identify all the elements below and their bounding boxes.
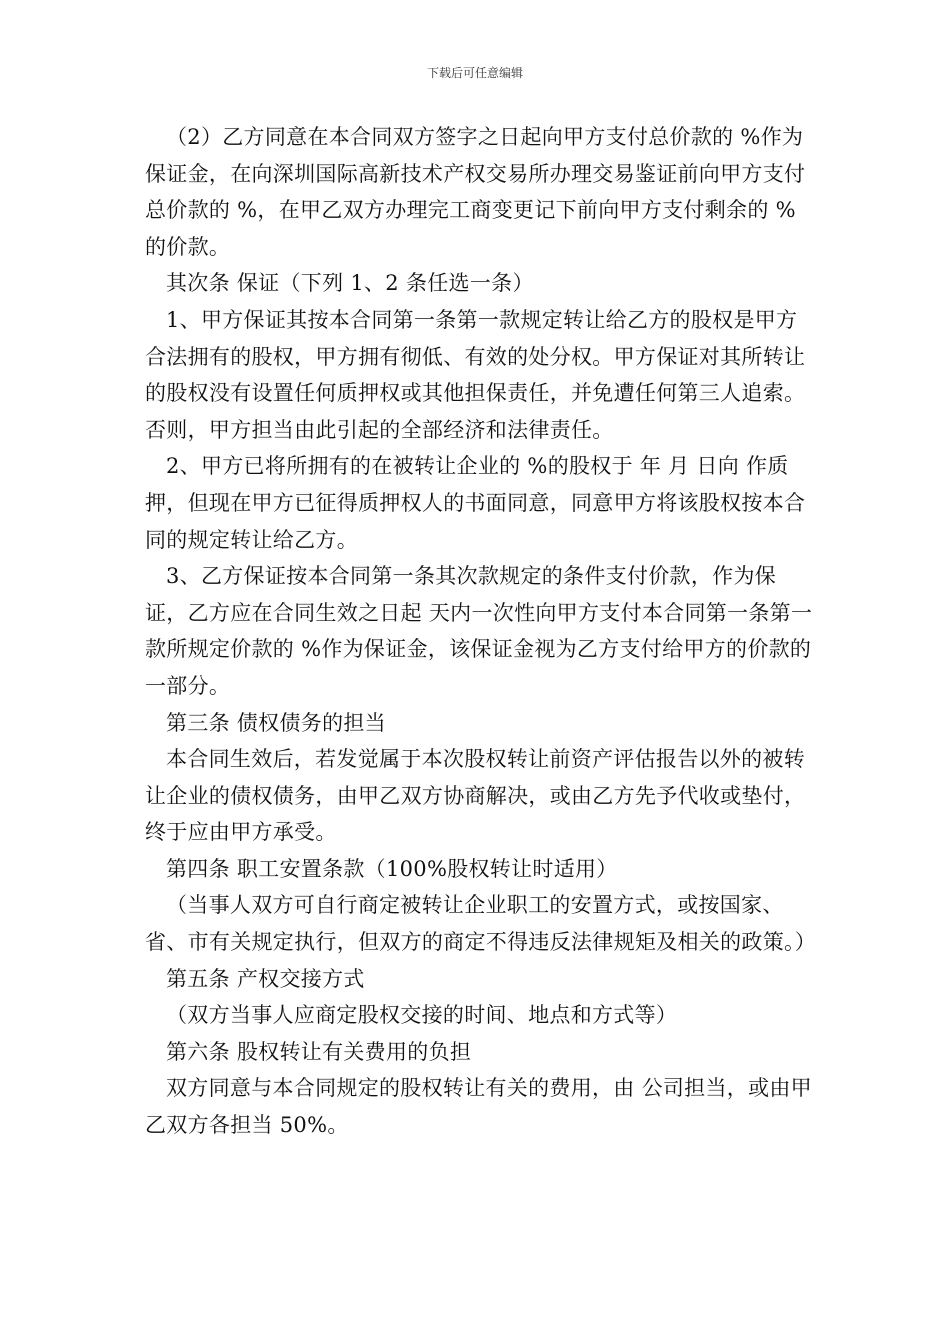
article-3-heading: 第三条 债权债务的担当 — [166, 710, 386, 735]
article-2-heading: 其次条 保证（下列 1、2 条任选一条） — [166, 271, 534, 296]
article-4-heading: 第四条 职工安置条款（100%股权转让时适用） — [166, 856, 618, 881]
article-4-body: （当事人双方可自行商定被转让企业职工的安置方式，或按国家、省、市有关规定执行，但双方的商定不得违反法律规矩及相关的政策。） — [145, 893, 817, 955]
article-5-heading: 第五条 产权交接方式 — [166, 966, 365, 991]
article-5-body: （双方当事人应商定股权交接的时间、地点和方式等） — [166, 1003, 678, 1028]
page-header: 下载后可任意编辑 — [426, 66, 523, 80]
guarantee-item-1: 1、甲方保证其按本合同第一条第一款规定转让给乙方的股权是甲方合法拥有的股权，甲方拥有彻低、有效的处分权。甲方保证对其所转让的股权没有设置任何质押权或其他担保责任，并免遭任何第三人追索。否则，甲方担当由此引起的全部经济和法律责任。 — [145, 307, 806, 442]
article-6-body: 双方同意与本合同规定的股权转让有关的费用，由 公司担当，或由甲乙双方各担当 50%。 — [145, 1076, 812, 1138]
document-body — [145, 119, 815, 1144]
clause-payment-deposit: （2）乙方同意在本合同双方签字之日起向甲方支付总价款的 %作为保证金，在向深圳国际高新技术产权交易所办理交易鉴证前向甲方支付总价款的 %，在甲乙双方办理完工商变更记下前向甲方支付剩余的 %的价款。 — [145, 125, 806, 259]
article-3-body: 本合同生效后，若发觉属于本次股权转让前资产评估报告以外的被转让企业的债权债务，由甲乙双方协商解决，或由乙方先予代收或垫付，终于应由甲方承受。 — [145, 747, 806, 845]
guarantee-item-2: 2、甲方已将所拥有的在被转让企业的 %的股权于 年 月 日向 作质押，但现在甲方已征得质押权人的书面同意，同意甲方将该股权按本合同的规定转让给乙方。 — [145, 454, 806, 552]
article-6-heading: 第六条 股权转让有关费用的负担 — [166, 1039, 472, 1064]
guarantee-item-3: 3、乙方保证按本合同第一条其次款规定的条件支付价款，作为保证，乙方应在合同生效之日起 天内一次性向甲方支付本合同第一条第一款所规定价款的 %作为保证金，该保证金视为乙方支付给甲方的价款的一部分。 — [145, 564, 813, 698]
